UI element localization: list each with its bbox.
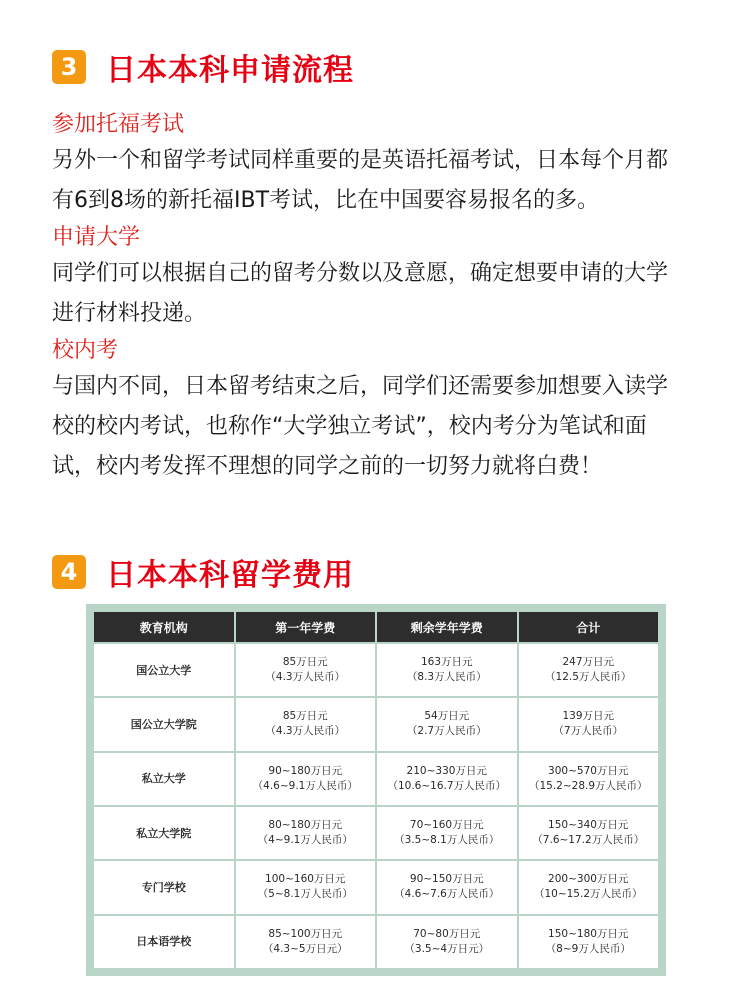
paragraph-line: 另外一个和留学考试同样重要的是英语托福考试，日本每个月都 xyxy=(52,148,669,173)
amount-jpy: 100~160万日元 xyxy=(265,873,346,886)
paragraph-internal-exam xyxy=(52,367,712,487)
header-institution: 教育机构 xyxy=(94,612,234,642)
table-row xyxy=(94,753,658,805)
section-3-heading xyxy=(52,45,354,89)
amount-rmb: （5~8.1万人民币） xyxy=(257,888,353,901)
section-4-heading xyxy=(52,550,354,594)
subtitle-apply-university: 申请大学 xyxy=(52,225,141,250)
header-first-year-tuition: 第一年学费 xyxy=(236,612,376,642)
amount-jpy: 150~340万日元 xyxy=(548,819,629,832)
total-cell xyxy=(519,753,659,805)
amount-jpy: 90~150万日元 xyxy=(409,873,484,886)
section-3-content xyxy=(52,108,712,487)
amount-jpy: 90~180万日元 xyxy=(268,764,343,777)
table-header-row xyxy=(94,612,658,642)
amount-jpy: 80~180万日元 xyxy=(268,819,343,832)
fee-table-frame xyxy=(86,604,666,976)
amount-rmb: （7.6~17.2万人民币） xyxy=(532,834,645,847)
amount-jpy: 70~160万日元 xyxy=(409,819,484,832)
amount-rmb: （8~9万人民币） xyxy=(545,942,631,955)
institution-cell: 国公立大学院 xyxy=(94,698,234,750)
section-4-number-badge: 4 xyxy=(52,555,86,589)
amount-jpy: 85万日元 xyxy=(282,656,328,669)
amount-jpy: 139万日元 xyxy=(562,710,615,723)
total-cell xyxy=(519,644,659,696)
first-year-cell xyxy=(236,807,376,859)
fee-table xyxy=(92,610,660,970)
amount-rmb: （4.3万人民币） xyxy=(265,671,346,684)
institution-cell: 日本语学校 xyxy=(94,916,234,968)
header-remaining-tuition: 剩余学年学费 xyxy=(377,612,517,642)
institution-cell: 专门学校 xyxy=(94,861,234,913)
section-4-title: 日本本科留学费用 xyxy=(106,558,354,593)
amount-rmb: （3.5~8.1万人民币） xyxy=(394,834,500,847)
remaining-cell xyxy=(377,698,517,750)
amount-rmb: （3.5~4万日元） xyxy=(404,942,490,955)
amount-rmb: （7万人民币） xyxy=(553,725,624,738)
amount-jpy: 200~300万日元 xyxy=(548,873,629,886)
first-year-cell xyxy=(236,753,376,805)
subtitle-internal-exam: 校内考 xyxy=(52,338,119,363)
amount-jpy: 150~180万日元 xyxy=(548,927,629,940)
paragraph-toefl xyxy=(52,141,712,221)
table-row xyxy=(94,861,658,913)
total-cell xyxy=(519,861,659,913)
total-cell xyxy=(519,807,659,859)
institution-cell: 国公立大学 xyxy=(94,644,234,696)
remaining-cell xyxy=(377,861,517,913)
institution-cell: 私立大学 xyxy=(94,753,234,805)
paragraph-line: 进行材料投递。 xyxy=(52,301,207,326)
total-cell xyxy=(519,698,659,750)
first-year-cell xyxy=(236,644,376,696)
amount-rmb: （4.6~7.6万人民币） xyxy=(394,888,500,901)
total-cell xyxy=(519,916,659,968)
amount-rmb: （4~9.1万人民币） xyxy=(257,834,353,847)
first-year-cell xyxy=(236,861,376,913)
amount-jpy: 70~80万日元 xyxy=(413,927,481,940)
table-row xyxy=(94,698,658,750)
amount-jpy: 54万日元 xyxy=(424,710,470,723)
amount-rmb: （4.3~5万日元） xyxy=(262,942,348,955)
section-3-number-badge: 3 xyxy=(52,50,86,84)
amount-jpy: 300~570万日元 xyxy=(548,764,629,777)
amount-jpy: 85~100万日元 xyxy=(268,927,343,940)
paragraph-line: 校的校内考试，也称作“大学独立考试”，校内考分为笔试和面 xyxy=(52,414,647,439)
remaining-cell xyxy=(377,807,517,859)
table-row xyxy=(94,916,658,968)
table-row xyxy=(94,644,658,696)
amount-jpy: 247万日元 xyxy=(562,656,615,669)
paragraph-line: 同学们可以根据自己的留考分数以及意愿，确定想要申请的大学 xyxy=(52,261,669,286)
section-3-title: 日本本科申请流程 xyxy=(106,53,354,88)
amount-rmb: （10~15.2万人民币） xyxy=(533,888,643,901)
first-year-cell xyxy=(236,698,376,750)
remaining-cell xyxy=(377,753,517,805)
paragraph-line: 试，校内考发挥不理想的同学之前的一切努力就将白费！ xyxy=(52,454,603,479)
header-total: 合计 xyxy=(519,612,659,642)
amount-rmb: （4.6~9.1万人民币） xyxy=(252,779,358,792)
paragraph-line: 有6到8场的新托福IBT考试，比在中国要容易报名的多。 xyxy=(52,188,600,213)
institution-cell: 私立大学院 xyxy=(94,807,234,859)
first-year-cell xyxy=(236,916,376,968)
remaining-cell xyxy=(377,916,517,968)
subtitle-toefl: 参加托福考试 xyxy=(52,112,185,137)
remaining-cell xyxy=(377,644,517,696)
amount-jpy: 85万日元 xyxy=(282,710,328,723)
amount-rmb: （8.3万人民币） xyxy=(406,671,487,684)
amount-rmb: （4.3万人民币） xyxy=(265,725,346,738)
table-row xyxy=(94,807,658,859)
amount-jpy: 210~330万日元 xyxy=(406,764,487,777)
amount-rmb: （2.7万人民币） xyxy=(406,725,487,738)
amount-rmb: （15.2~28.9万人民币） xyxy=(528,779,648,792)
amount-rmb: （12.5万人民币） xyxy=(545,671,632,684)
amount-jpy: 163万日元 xyxy=(420,656,473,669)
paragraph-line: 与国内不同，日本留考结束之后，同学们还需要参加想要入读学 xyxy=(52,374,669,399)
paragraph-apply-university xyxy=(52,254,712,334)
amount-rmb: （10.6~16.7万人民币） xyxy=(387,779,507,792)
